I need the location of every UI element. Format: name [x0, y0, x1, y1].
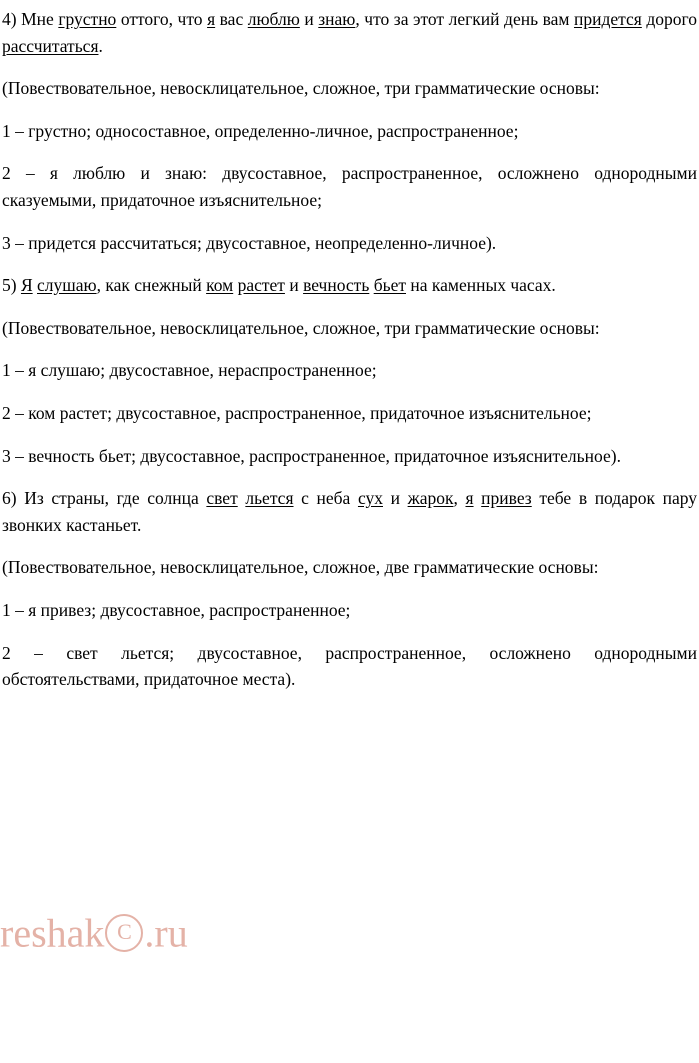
paragraph-item-6-sentence: [2, 485, 697, 538]
text-run: 6) Из страны, где солнца: [2, 488, 207, 509]
paragraph-item-4-base-1: [2, 118, 697, 145]
text-run: (Повествовательное, невосклицательное, сложное, две грамматические основы:: [2, 557, 599, 578]
text-run: 1 – грустно; односоставное, определенно-личное, распространенное;: [2, 120, 519, 141]
text-run: вас: [215, 9, 248, 29]
text-run: , что за этот легкий день вам: [355, 9, 574, 29]
paragraph-item-5-sentence: [2, 272, 697, 299]
text-run: дорого: [641, 9, 697, 29]
text-run: 2 – ком растет; двусоставное, распространенное, придаточное изъяснительное;: [2, 402, 592, 423]
underlined-run: придется: [573, 9, 642, 29]
underlined-run: люблю: [247, 9, 300, 29]
watermark-copyright-icon: C: [105, 914, 143, 952]
text-run: 3 – вечность бьет; двусоставное, распространенное, придаточное изъяснительное).: [2, 445, 621, 466]
underlined-run: льется: [245, 488, 294, 509]
text-run: и: [383, 488, 408, 509]
text-run: оттого, что: [116, 9, 208, 29]
text-run: и: [299, 9, 319, 29]
text-run: (Повествовательное, невосклицательное, сложное, три грамматические основы:: [2, 317, 600, 338]
underlined-run: бьет: [373, 275, 406, 296]
underlined-run: слушаю: [37, 275, 97, 296]
text-run: 2 – свет льется; двусоставное, распространенное, осложнено однородными обстоятельствами, придаточное места).: [2, 642, 697, 690]
text-run: , как снежный: [96, 275, 207, 296]
text-run: 4): [2, 9, 22, 29]
paragraph-item-5-base-3: [2, 443, 697, 470]
text-run: .: [98, 35, 103, 56]
text-run: 1 – я привез; двусоставное, распространенное;: [2, 599, 351, 620]
underlined-run: сух: [357, 488, 383, 509]
underlined-run: свет: [206, 488, 238, 509]
underlined-run: я: [207, 9, 216, 29]
text-run: ,: [453, 488, 466, 509]
paragraph-item-5-analysis-intro: [2, 315, 697, 342]
text-run: 5): [2, 275, 21, 296]
underlined-run: знаю: [318, 9, 356, 29]
text-run: Мне: [21, 9, 59, 29]
underlined-run: растет: [237, 275, 285, 296]
paragraph-item-6-analysis-intro: [2, 554, 697, 581]
watermark-suffix: .ru: [144, 910, 188, 956]
text-run: 1 – я слушаю; двусоставное, нераспространенное;: [2, 360, 377, 381]
text-run: 3 – придется рассчитаться; двусоставное, неопределенно-личное).: [2, 232, 497, 253]
text-run: тебе в подарок пару звонких кастаньет.: [2, 488, 698, 535]
document-body: [2, 6, 697, 693]
watermark-prefix: reshak: [0, 910, 105, 956]
paragraph-item-5-base-2: [2, 400, 697, 427]
underlined-run: жарок: [407, 488, 454, 509]
paragraph-item-4-sentence: [2, 6, 697, 59]
underlined-run: рассчитаться: [2, 35, 99, 56]
text-run: и: [284, 275, 304, 296]
underlined-run: Я: [20, 275, 33, 296]
paragraph-item-4-base-3: [2, 230, 697, 257]
paragraph-item-4-analysis-intro: [2, 75, 697, 102]
paragraph-item-6-base-2: [2, 640, 697, 693]
underlined-run: я: [465, 488, 474, 509]
paragraph-item-5-base-1: [2, 357, 697, 384]
text-run: на каменных часах.: [406, 275, 556, 296]
text-run: (Повествовательное, невосклицательное, сложное, три грамматические основы:: [2, 78, 600, 99]
underlined-run: привез: [481, 488, 532, 509]
underlined-run: грустно: [58, 9, 117, 29]
underlined-run: ком: [206, 275, 234, 296]
paragraph-item-4-base-2: [2, 160, 697, 213]
underlined-run: вечность: [303, 275, 370, 296]
paragraph-item-6-base-1: [2, 597, 697, 624]
text-run: 2 – я люблю и знаю: двусоставное, распространенное, осложнено однородными сказуемыми, придаточное изъяснительное;: [2, 163, 697, 210]
site-watermark: [0, 905, 188, 956]
text-run: с неба: [293, 488, 358, 509]
